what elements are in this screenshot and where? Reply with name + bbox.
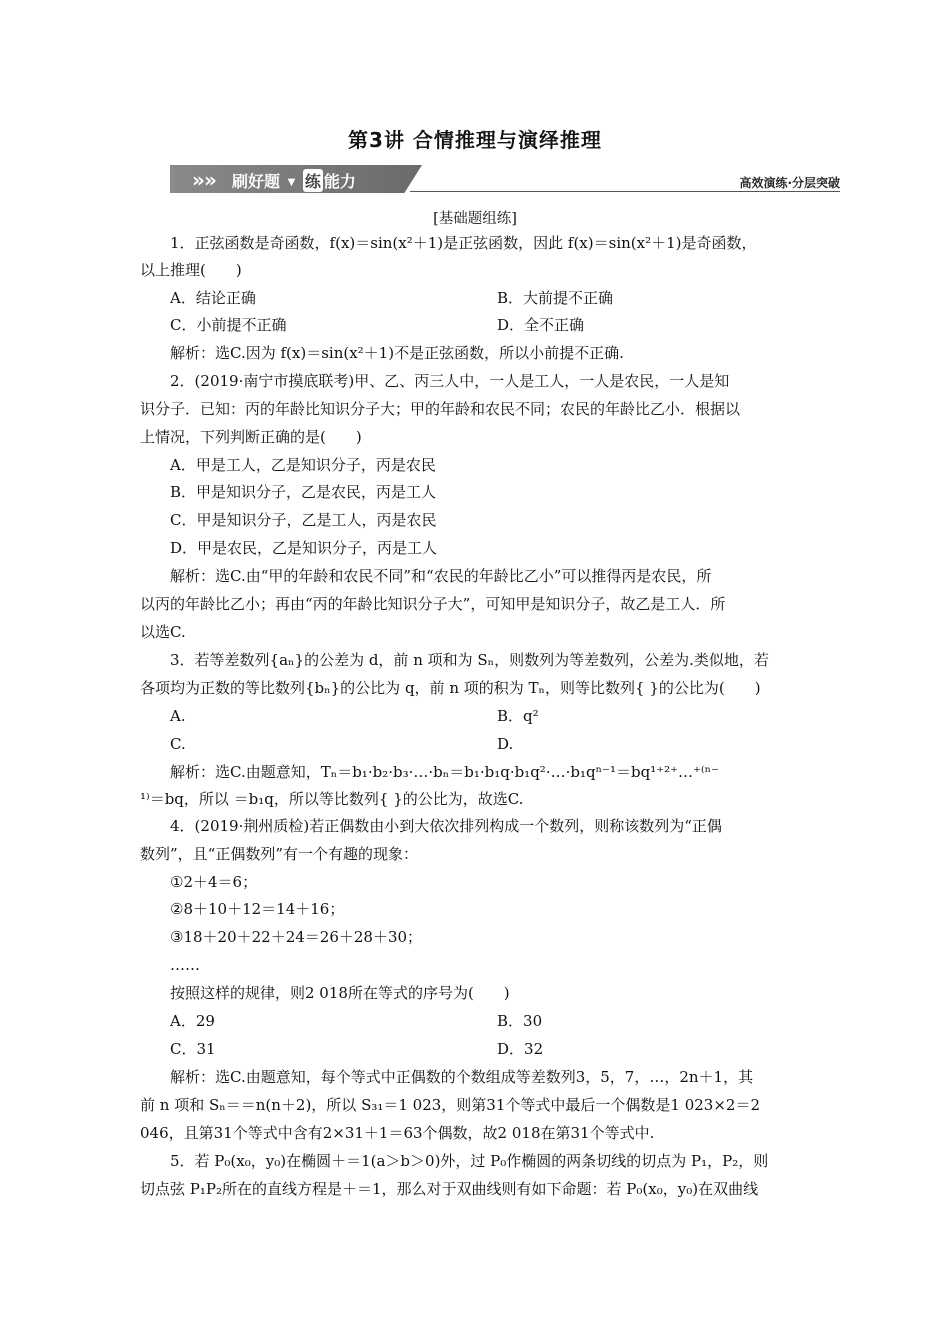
- q1-stem-line-2: 以上推理( ): [140, 261, 242, 279]
- q4-answer-line-1: 解析：选C.由题意知，每个等式中正偶数的个数组成等差数列3，5，7，…，2n＋1，其: [170, 1068, 754, 1086]
- q1-stem-line-1: 1．正弦函数是奇函数，f(x)＝sin(x²＋1)是正弦函数，因此 f(x)＝sin(x²＋1)是奇函数，: [170, 234, 757, 252]
- q3-option-b: B．q²: [497, 707, 539, 725]
- q2-answer-line-2: 以丙的年龄比乙小；再由“丙的年龄比知识分子大”，可知甲是知识分子，故乙是工人．所: [140, 595, 726, 613]
- q4-ellipsis: ……: [170, 956, 200, 974]
- q2-answer-line-1: 解析：选C.由“甲的年龄和农民不同”和“农民的年龄比乙小”可以推得丙是农民，所: [170, 567, 712, 585]
- q3-option-c: C.: [170, 735, 186, 753]
- q4-option-c: C．31: [170, 1040, 216, 1058]
- q4-option-a: A．29: [170, 1012, 215, 1030]
- page-title: 第3讲 合情推理与演绎推理: [348, 128, 602, 152]
- q1-option-b: B．大前提不正确: [497, 289, 614, 307]
- q4-equation-3: ③18＋20＋22＋24＝26＋28＋30；: [170, 928, 423, 946]
- banner-label-b1: 练: [303, 169, 323, 192]
- q1-option-d: D．全不正确: [497, 316, 585, 334]
- section-heading: [基础题组练]: [433, 211, 517, 227]
- banner-subtitle: 高效演练·分层突破: [739, 176, 840, 190]
- q4-stem-line-2: 数列”，且“正偶数列”有一个有趣的现象：: [140, 845, 419, 863]
- q4-equation-2: ②8＋10＋12＝14＋16；: [170, 900, 345, 918]
- section-banner: [170, 165, 840, 195]
- banner-label: [232, 169, 356, 192]
- q1-option-c: C．小前提不正确: [170, 316, 287, 334]
- q4-option-d: D．32: [497, 1040, 544, 1058]
- q4-answer-line-2: 前 n 项和 Sₙ＝＝n(n＋2)，所以 S₃₁＝1 023，则第31个等式中最后一个偶数是1 023×2＝2: [140, 1096, 760, 1114]
- q4-answer-line-3: 046，且第31个等式中含有2×31＋1＝63个偶数，故2 018在第31个等式中.: [140, 1124, 655, 1142]
- triangle-icon: ▼: [287, 177, 296, 188]
- q2-option-c: C．甲是知识分子，乙是工人，丙是农民: [170, 511, 437, 529]
- q4-equation-1: ①2＋4＝6；: [170, 873, 258, 891]
- q2-option-a: A．甲是工人，乙是知识分子，丙是农民: [170, 456, 436, 474]
- q4-stem-line-1: 4．(2019·荆州质检)若正偶数由小到大依次排列构成一个数列，则称该数列为“正偶: [170, 817, 722, 835]
- q2-answer-line-3: 以选C.: [140, 623, 186, 641]
- q5-stem-line-2: 切点弦 P₁P₂所在的直线方程是＋＝1，那么对于双曲线则有如下命题：若 P₀(x₀，y₀)在双曲线: [140, 1180, 759, 1198]
- q2-option-d: D．甲是农民，乙是知识分子，丙是工人: [170, 539, 438, 557]
- q5-stem-line-1: 5．若 P₀(x₀，y₀)在椭圆＋＝1(a＞b＞0)外，过 P₀作椭圆的两条切线的切点为 P₁，P₂，则: [170, 1152, 769, 1170]
- banner-label-b2: 能: [323, 172, 340, 191]
- q3-stem-line-1: 3．若等差数列{aₙ}的公差为 d，前 n 项和为 Sₙ，则数列为等差数列，公差为.类似地，若: [170, 651, 769, 669]
- q2-stem-line-1: 2．(2019·南宁市摸底联考)甲、乙、丙三人中，一人是工人，一人是农民，一人是知: [170, 372, 730, 390]
- q3-answer-line-2: ¹⁾＝bq，所以 ＝b₁q，所以等比数列{ }的公比为，故选C.: [140, 790, 524, 808]
- q3-stem-line-2: 各项均为正数的等比数列{bₙ}的公比为 q，前 n 项的积为 Tₙ，则等比数列{ }的公比为( ): [140, 679, 761, 697]
- banner-label-a: 刷好题: [232, 172, 281, 191]
- q2-stem-line-2: 识分子．已知：丙的年龄比知识分子大；甲的年龄和农民不同；农民的年龄比乙小．根据以: [140, 400, 741, 418]
- q1-answer: 解析：选C.因为 f(x)＝sin(x²＋1)不是正弦函数，所以小前提不正确.: [170, 344, 624, 362]
- q4-stem-line-3: 按照这样的规律，则2 018所在等式的序号为( ): [170, 984, 510, 1002]
- q1-option-a: A．结论正确: [170, 289, 256, 307]
- q4-option-b: B．30: [497, 1012, 543, 1030]
- q3-answer-line-1: 解析：选C.由题意知，Tₙ＝b₁·b₂·b₃·…·bₙ＝b₁·b₁q·b₁q²·…·b₁qⁿ⁻¹＝bq¹⁺²⁺…⁺⁽ⁿ⁻: [170, 763, 720, 781]
- q3-option-d: D.: [497, 735, 514, 753]
- chevron-icon: »: [204, 168, 217, 192]
- banner-label-b3: 力: [339, 172, 356, 191]
- q2-option-b: B．甲是知识分子，乙是农民，丙是工人: [170, 483, 437, 501]
- q2-stem-line-3: 上情况，下列判断正确的是( ): [140, 428, 362, 446]
- chevron-icon: »: [192, 168, 205, 192]
- q3-option-a: A.: [170, 707, 186, 725]
- banner-rule: [410, 191, 840, 192]
